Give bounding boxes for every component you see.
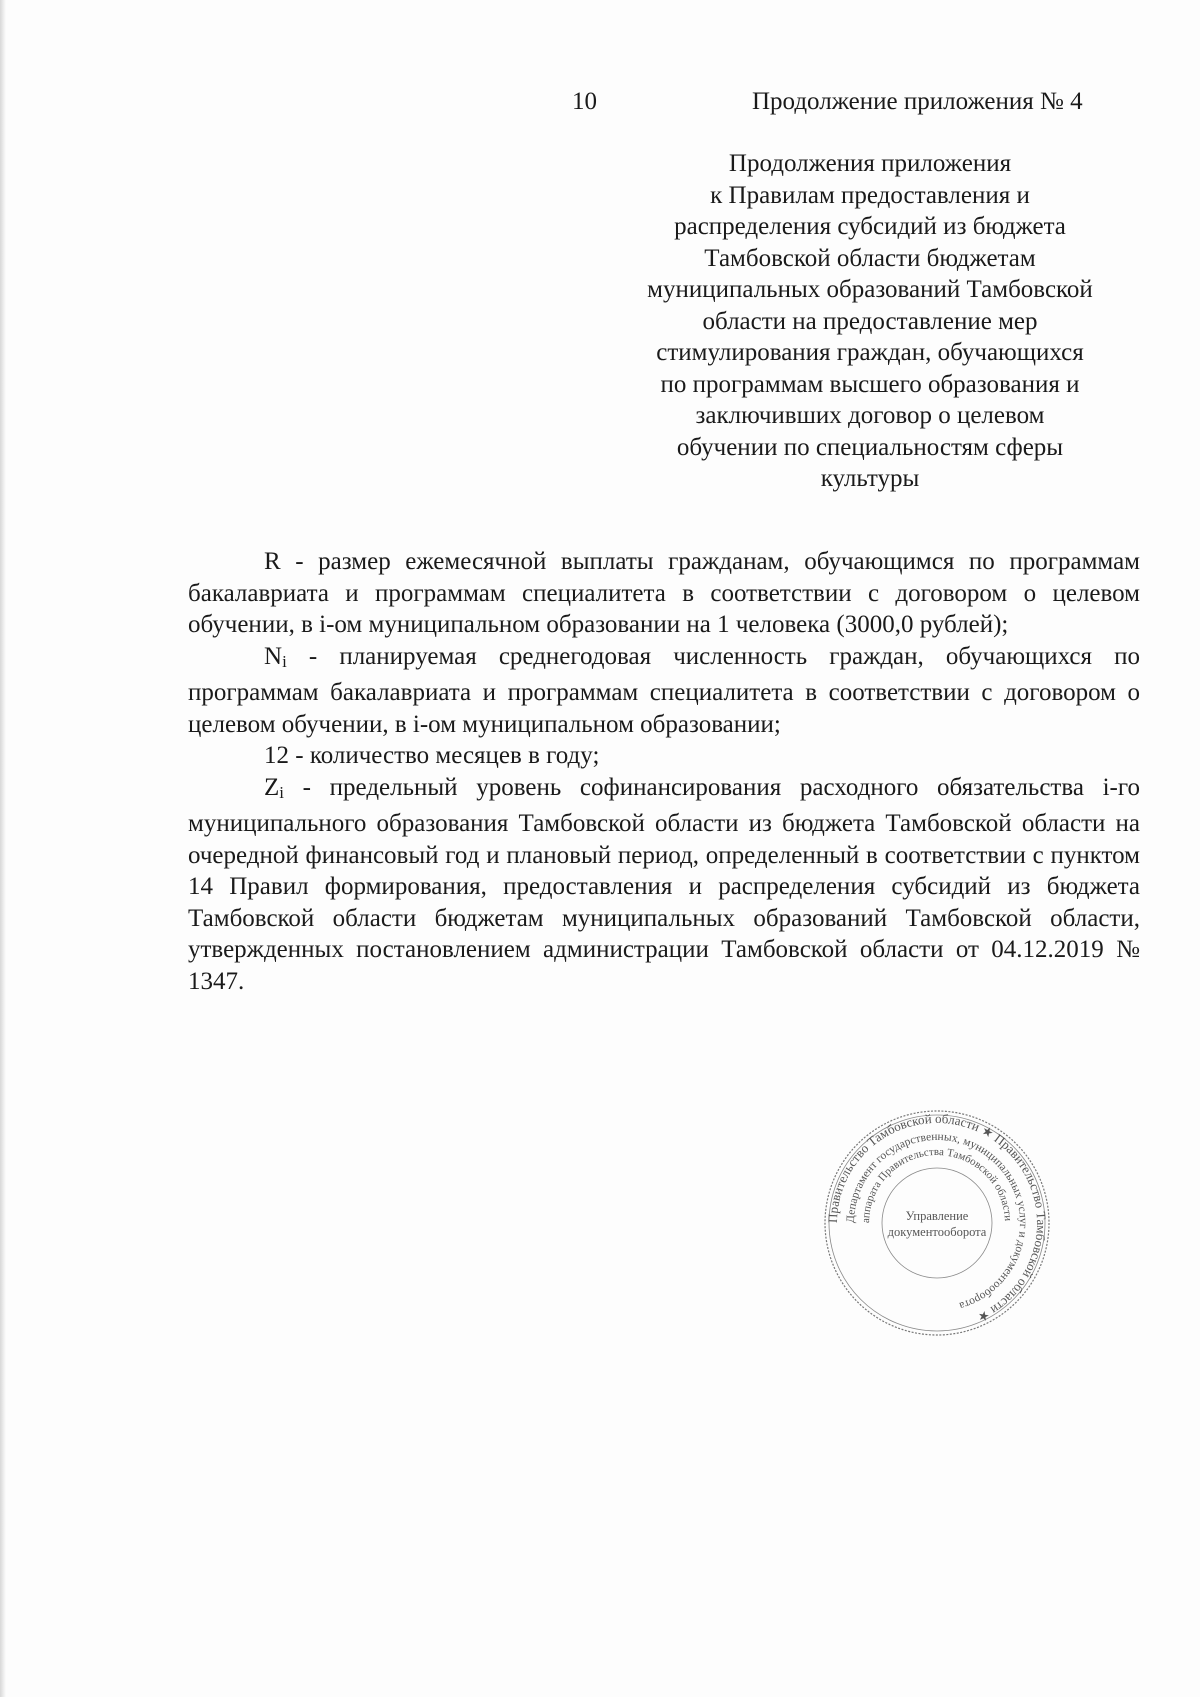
- stamp-center-line1: Управление: [905, 1209, 969, 1223]
- annex-line: культуры: [820, 465, 920, 492]
- annex-line: муниципальных образований Тамбовской: [647, 276, 1093, 303]
- symbol-z-subscript: i: [279, 782, 285, 802]
- definition-r: [188, 546, 1140, 641]
- definition-ni-text: - планируемая среднегодовая численность граждан, обучающихся по программам бакалавриата и программам специалитета в соответствии с договором о целевом обучении, в i-ом муниципальном образовании;: [188, 642, 1140, 738]
- stamp-inner-circle: [882, 1168, 992, 1278]
- definition-ni: [188, 641, 1140, 741]
- page-number: 10: [572, 88, 597, 115]
- stamp-center-line2: документооборота: [887, 1225, 987, 1239]
- annex-line: к Правилам предоставления и: [710, 181, 1030, 209]
- annex-line: заключивших договор о целевом: [695, 402, 1045, 429]
- official-stamp: [822, 1108, 1052, 1338]
- definition-12-text: 12 - количество месяцев в году;: [264, 742, 600, 769]
- definition-r-text: - размер ежемесячной выплаты гражданам, обучающимся по программам бакалавриата и программам специалитета в соответствии с договором о целевом обучении, в i-ом муниципальном образовании на 1 человека (3000,0 рублей);: [188, 548, 1140, 638]
- annex-line: распределения субсидий из бюджета: [674, 213, 1066, 240]
- annex-line: стимулирования граждан, обучающихся: [656, 339, 1084, 366]
- annex-line: Тамбовской области бюджетам: [704, 244, 1036, 272]
- definition-zi: [188, 772, 1140, 998]
- annex-line: области на предоставление мер: [702, 307, 1038, 335]
- stamp-outer-ring-text: Правительство Тамбовской области ★ Правительство Тамбовской области ★: [824, 1110, 1050, 1326]
- body-text: [188, 546, 1140, 997]
- definition-zi-text: - предельный уровень софинансирования расходного обязательства i-го муниципального образования Тамбовской области из бюджета Тамбовской области на очередной финансовый год и плановый период, определенный в соответствии с пунктом 14 Правил формирования, предоставления и распределения субсидий из бюджета Тамбовской области бюджетам муниципальных образований Тамбовской области, утвержденных постановлением администрации Тамбовской области от 04.12.2019 № 1347.: [188, 773, 1140, 995]
- annex-line: обучении по специальностям сферы: [676, 433, 1064, 461]
- annex-line: Продолжения приложения: [728, 150, 1012, 177]
- stamp-inner-ring-text: аппарата Правительства Тамбовской области: [859, 1145, 1015, 1224]
- stamp-middle-ring-text: Департамент государственных, муниципальных услуг и документооборота: [844, 1130, 1030, 1312]
- symbol-z: Z: [264, 773, 280, 801]
- annex-reference-block: [600, 148, 1140, 495]
- definition-12: [188, 740, 1140, 772]
- symbol-n-subscript: i: [282, 651, 287, 671]
- annex-line: по программам высшего образования и: [660, 370, 1080, 398]
- continuation-heading: Продолжение приложения № 4: [752, 88, 1083, 115]
- symbol-n: N: [264, 642, 283, 670]
- symbol-r: R: [264, 548, 281, 575]
- scan-edge: [0, 0, 6, 1697]
